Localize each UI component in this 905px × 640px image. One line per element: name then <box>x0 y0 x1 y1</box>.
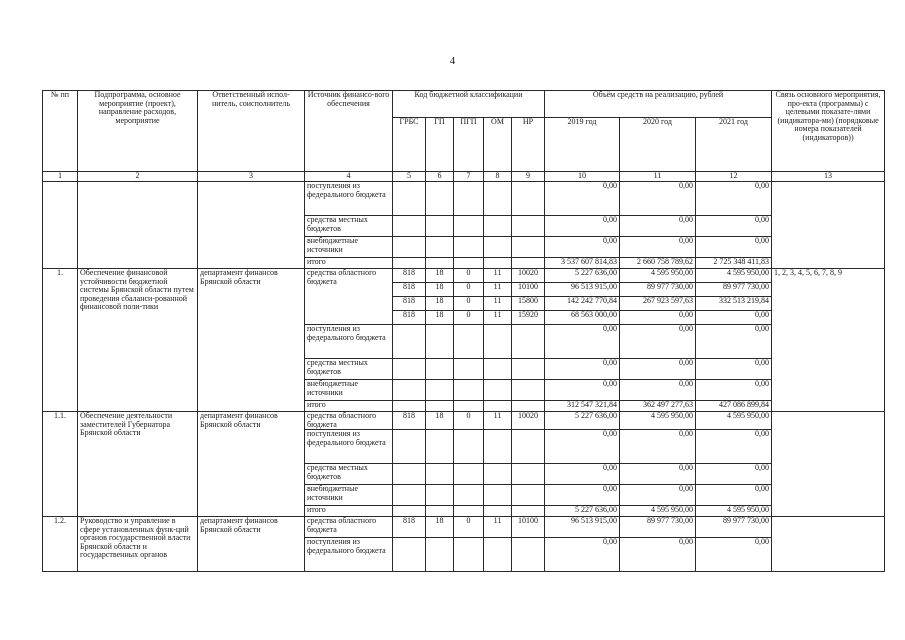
item-num: 1.1. <box>43 412 78 517</box>
source-regional: средства областного бюджета <box>305 269 393 325</box>
budget-table <box>42 90 885 572</box>
value-2020: 4 595 950,00 <box>620 412 696 430</box>
code-om: 11 <box>484 311 512 325</box>
source-federal: поступления из федерального бюджета <box>305 182 393 216</box>
value-2021: 0,00 <box>696 311 772 325</box>
value-2021: 0,00 <box>696 216 772 237</box>
source-local: средства местных бюджетов <box>305 464 393 485</box>
header-2019: 2019 год <box>545 118 620 172</box>
header-source: Источник финансо-вого обеспечения <box>305 91 393 172</box>
code-gp: 18 <box>426 269 454 283</box>
code-om: 11 <box>484 297 512 311</box>
value-2019: 5 227 636,00 <box>545 269 620 283</box>
code-pgp: 0 <box>454 412 484 430</box>
header-num: № пп <box>43 91 78 172</box>
value-2019: 0,00 <box>545 182 620 216</box>
header-bcc: Код бюджетной классификации <box>393 91 545 118</box>
code-np: 10020 <box>512 412 545 430</box>
value-2019: 0,00 <box>545 430 620 464</box>
value-2020: 0,00 <box>620 182 696 216</box>
value-2021: 89 977 730,00 <box>696 517 772 538</box>
header-om: ОМ <box>484 118 512 172</box>
col-num: 8 <box>484 172 512 182</box>
value-2019: 0,00 <box>545 216 620 237</box>
source-total: итого <box>305 506 393 517</box>
value-2021: 0,00 <box>696 485 772 506</box>
value-2019: 0,00 <box>545 380 620 401</box>
code-np: 10020 <box>512 269 545 283</box>
total-2021: 4 595 950,00 <box>696 506 772 517</box>
value-2021: 0,00 <box>696 325 772 359</box>
item-link: 1, 2, 3, 4, 5, 6, 7, 8, 9 <box>772 269 885 412</box>
value-2019: 0,00 <box>545 538 620 572</box>
col-num: 9 <box>512 172 545 182</box>
header-link: Связь основного мероприятия, про-екта (программы) с целевыми показате-лями (индикатора-ми) (порядковые номера показателей (индикаторов)) <box>772 91 885 172</box>
value-2020: 267 923 597,63 <box>620 297 696 311</box>
source-local: средства местных бюджетов <box>305 359 393 380</box>
code-om: 11 <box>484 283 512 297</box>
value-2021: 89 977 730,00 <box>696 283 772 297</box>
source-extra: внебюджетные источники <box>305 380 393 401</box>
total-2020: 2 660 758 789,62 <box>620 258 696 269</box>
value-2019: 0,00 <box>545 325 620 359</box>
code-grbs: 818 <box>393 297 426 311</box>
value-2020: 0,00 <box>620 311 696 325</box>
source-regional: средства областного бюджета <box>305 412 393 430</box>
header-2020: 2020 год <box>620 118 696 172</box>
value-2019: 142 242 770,84 <box>545 297 620 311</box>
col-num: 4 <box>305 172 393 182</box>
value-2021: 0,00 <box>696 430 772 464</box>
value-2021: 332 513 219,84 <box>696 297 772 311</box>
value-2019: 0,00 <box>545 485 620 506</box>
value-2019: 0,00 <box>545 359 620 380</box>
value-2020: 0,00 <box>620 464 696 485</box>
code-gp: 18 <box>426 517 454 538</box>
value-2019: 5 227 636,00 <box>545 412 620 430</box>
source-federal: поступления из федерального бюджета <box>305 538 393 572</box>
header-executor: Ответственный испол-нитель, соисполнитель <box>198 91 305 172</box>
cell-num <box>43 182 78 269</box>
source-extra: внебюджетные источники <box>305 485 393 506</box>
code-grbs: 818 <box>393 283 426 297</box>
total-2020: 4 595 950,00 <box>620 506 696 517</box>
source-regional: средства областного бюджета <box>305 517 393 538</box>
item-link <box>772 517 885 572</box>
code-grbs: 818 <box>393 412 426 430</box>
cell-subprogram <box>78 182 198 269</box>
source-total: итого <box>305 258 393 269</box>
value-2019: 0,00 <box>545 464 620 485</box>
source-local: средства местных бюджетов <box>305 216 393 237</box>
code-om: 11 <box>484 517 512 538</box>
item-executor: департамент финансов Брянской области <box>198 269 305 412</box>
col-num: 6 <box>426 172 454 182</box>
col-num: 11 <box>620 172 696 182</box>
table-row <box>43 182 885 216</box>
value-2019: 96 513 915,00 <box>545 517 620 538</box>
item-name: Обеспечение деятельности заместителей Губернатора Брянской области <box>78 412 198 517</box>
code-gp: 18 <box>426 412 454 430</box>
col-num: 1 <box>43 172 78 182</box>
code-pgp: 0 <box>454 517 484 538</box>
col-num: 3 <box>198 172 305 182</box>
total-2019: 5 227 636,00 <box>545 506 620 517</box>
value-2019: 68 563 000,00 <box>545 311 620 325</box>
col-num: 5 <box>393 172 426 182</box>
value-2021: 0,00 <box>696 359 772 380</box>
value-2021: 0,00 <box>696 464 772 485</box>
header-pgp: ПГП <box>454 118 484 172</box>
code-gp: 18 <box>426 297 454 311</box>
header-subprogram: Подпрограмма, основное мероприятие (проект), направление расходов, мероприятие <box>78 91 198 172</box>
item-num: 1. <box>43 269 78 412</box>
header-grbs: ГРБС <box>393 118 426 172</box>
item-executor: департамент финансов Брянской области <box>198 517 305 572</box>
header-gp: ГП <box>426 118 454 172</box>
value-2020: 0,00 <box>620 216 696 237</box>
value-2020: 0,00 <box>620 485 696 506</box>
code-pgp: 0 <box>454 269 484 283</box>
col-num: 7 <box>454 172 484 182</box>
header-volume: Объём средств на реализацию, рублей <box>545 91 772 118</box>
value-2021: 0,00 <box>696 538 772 572</box>
item-executor: департамент финансов Брянской области <box>198 412 305 517</box>
source-federal: поступления из федерального бюджета <box>305 430 393 464</box>
col-num: 12 <box>696 172 772 182</box>
header-row-1 <box>43 91 885 118</box>
item-name: Обеспечение финансовой устойчивости бюджетной системы Брянской области путем проведения сбаланси-рованной финансовой поли-тики <box>78 269 198 412</box>
source-extra: внебюджетные источники <box>305 237 393 258</box>
code-np: 10100 <box>512 283 545 297</box>
value-2020: 0,00 <box>620 325 696 359</box>
code-gp: 18 <box>426 283 454 297</box>
page-number: 4 <box>449 55 456 67</box>
code-pgp: 0 <box>454 297 484 311</box>
code-np: 15800 <box>512 297 545 311</box>
code-gp: 18 <box>426 311 454 325</box>
code-np: 15920 <box>512 311 545 325</box>
value-2021: 4 595 950,00 <box>696 269 772 283</box>
cell-executor <box>198 182 305 269</box>
source-total: итого <box>305 401 393 412</box>
table-row <box>43 517 885 538</box>
col-num: 10 <box>545 172 620 182</box>
value-2021: 0,00 <box>696 380 772 401</box>
source-federal: поступления из федерального бюджета <box>305 325 393 359</box>
value-2020: 89 977 730,00 <box>620 517 696 538</box>
code-grbs: 818 <box>393 269 426 283</box>
value-2021: 4 595 950,00 <box>696 412 772 430</box>
col-num: 13 <box>772 172 885 182</box>
value-2019: 96 513 915,00 <box>545 283 620 297</box>
code-pgp: 0 <box>454 283 484 297</box>
table-row <box>43 269 885 283</box>
code-om: 11 <box>484 269 512 283</box>
value-2021: 0,00 <box>696 182 772 216</box>
value-2020: 0,00 <box>620 359 696 380</box>
header-2021: 2021 год <box>696 118 772 172</box>
value-2020: 0,00 <box>620 237 696 258</box>
total-2019: 3 537 607 814,83 <box>545 258 620 269</box>
value-2020: 4 595 950,00 <box>620 269 696 283</box>
value-2021: 0,00 <box>696 237 772 258</box>
item-link <box>772 412 885 517</box>
code-np: 10100 <box>512 517 545 538</box>
item-name: Руководство и управление в сфере установленных функ-ций органов государственной власти Брянской области и государственных органов <box>78 517 198 572</box>
value-2020: 0,00 <box>620 538 696 572</box>
code-grbs: 818 <box>393 517 426 538</box>
column-numbers-row <box>43 172 885 182</box>
code-grbs: 818 <box>393 311 426 325</box>
header-np: НР <box>512 118 545 172</box>
total-2021: 427 086 899,84 <box>696 401 772 412</box>
code-om: 11 <box>484 412 512 430</box>
code-pgp: 0 <box>454 311 484 325</box>
total-2021: 2 725 348 411,83 <box>696 258 772 269</box>
item-num: 1.2. <box>43 517 78 572</box>
value-2019: 0,00 <box>545 237 620 258</box>
value-2020: 0,00 <box>620 430 696 464</box>
total-2019: 312 547 321,84 <box>545 401 620 412</box>
value-2020: 89 977 730,00 <box>620 283 696 297</box>
table-row <box>43 412 885 430</box>
cell-link <box>772 182 885 269</box>
value-2020: 0,00 <box>620 380 696 401</box>
total-2020: 362 497 277,63 <box>620 401 696 412</box>
col-num: 2 <box>78 172 198 182</box>
